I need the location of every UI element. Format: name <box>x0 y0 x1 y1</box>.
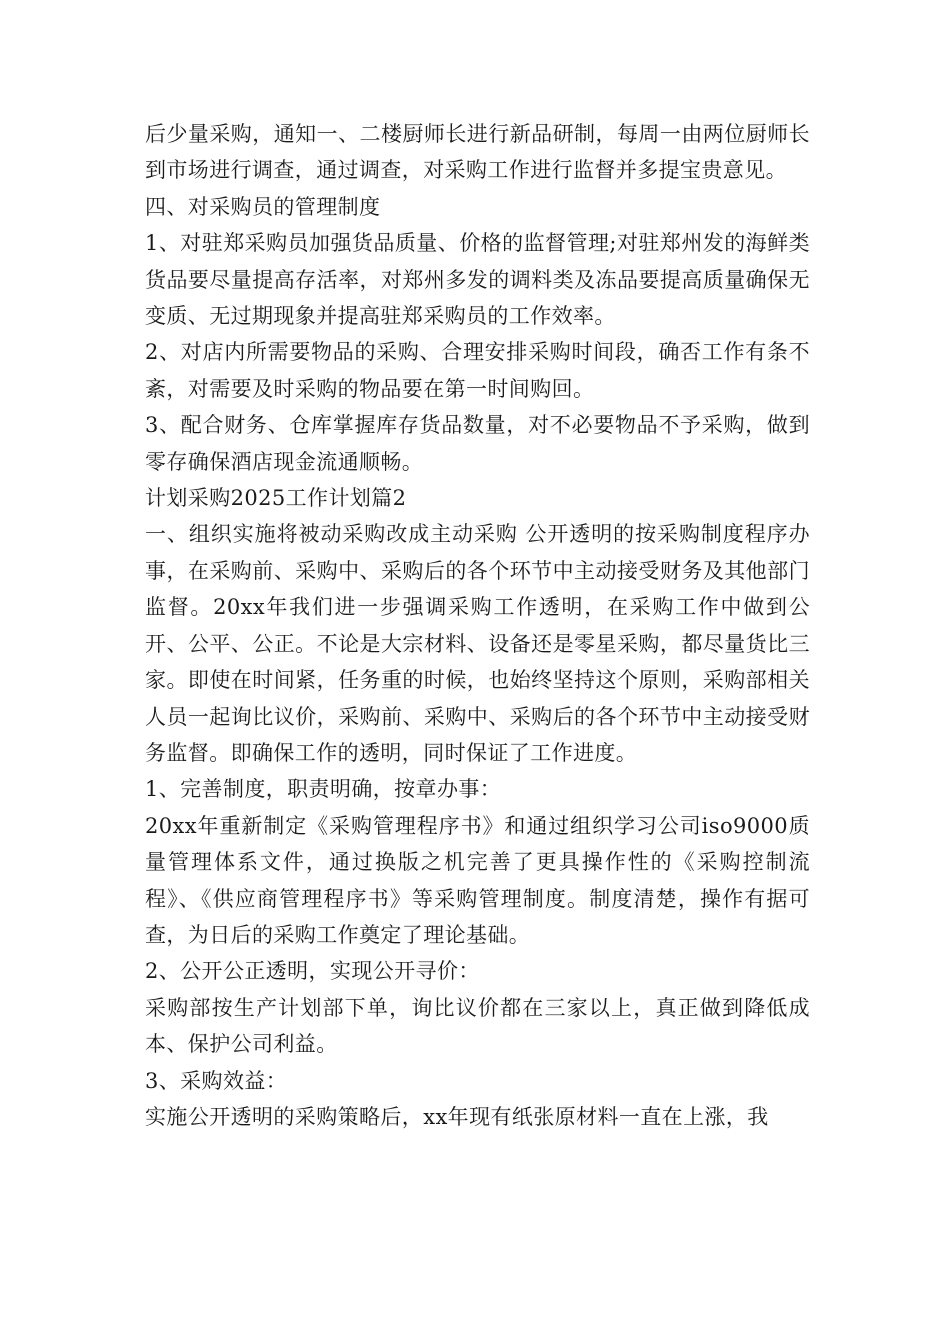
paragraph-continuation: 后少量采购，通知一、二楼厨师长进行新品研制，每周一由两位厨师长到市场进行调查，通过调查，对采购工作进行监督并多提宝贵意见。 <box>145 122 810 183</box>
paragraph-system: 20xx年重新制定《采购管理程序书》和通过组织学习公司iso9000质量管理体系文件，通过换版之机完善了更具操作性的《采购控制流程》、《供应商管理程序书》等采购管理制度。制度清楚，操作有据可查，为日后的采购工作奠定了理论基础。 <box>145 813 810 947</box>
paragraph-open-pricing: 采购部按生产计划部下单，询比议价都在三家以上，真正做到降低成本、保护公司利益。 <box>145 995 810 1057</box>
subheading-3: 3、采购效益： <box>145 1068 288 1093</box>
paragraph-section-one: 一、组织实施将被动采购改成主动采购 公开透明的按采购制度程序办事，在采购前、采购中、采购后的各个环节中主动接受财务及其他部门监督。20xx年我们进一步强调采购工作透明，在采购工作中做到公开、公平、公正。不论是大宗材料、设备还是零星采购，都尽量货比三家。即使在时间紧，任务重的时候，也始终坚持这个原则，采购部相关人员一起询比议价，采购前、采购中、采购后的各个环节中主动接受财务监督。即确保工作的透明，同时保证了工作进度。 <box>145 522 810 765</box>
section-title-plan-2: 计划采购2025工作计划篇2 <box>145 486 407 511</box>
section-heading-buyer-management: 四、对采购员的管理制度 <box>145 194 381 219</box>
subheading-2: 2、公开公正透明，实现公开寻价： <box>145 959 480 984</box>
list-item-2: 2、对店内所需要物品的采购、合理安排采购时间段，确否工作有条不紊，对需要及时采购的物品要在第一时间购回。 <box>145 340 810 401</box>
subheading-1: 1、完善制度，职责明确，按章办事： <box>145 777 502 802</box>
document-body <box>145 116 810 1135</box>
list-item-1: 1、对驻郑采购员加强货品质量、价格的监督管理;对驻郑州发的海鲜类货品要尽量提高存活率，对郑州多发的调料类及冻品要提高质量确保无变质、无过期现象并提高驻郑采购员的工作效率。 <box>145 231 810 329</box>
paragraph-benefits: 实施公开透明的采购策略后，xx年现有纸张原材料一直在上涨，我 <box>145 1104 769 1129</box>
list-item-3: 3、配合财务、仓库掌握库存货品数量，对不必要物品不予采购，做到零存确保酒店现金流通顺畅。 <box>145 413 810 474</box>
